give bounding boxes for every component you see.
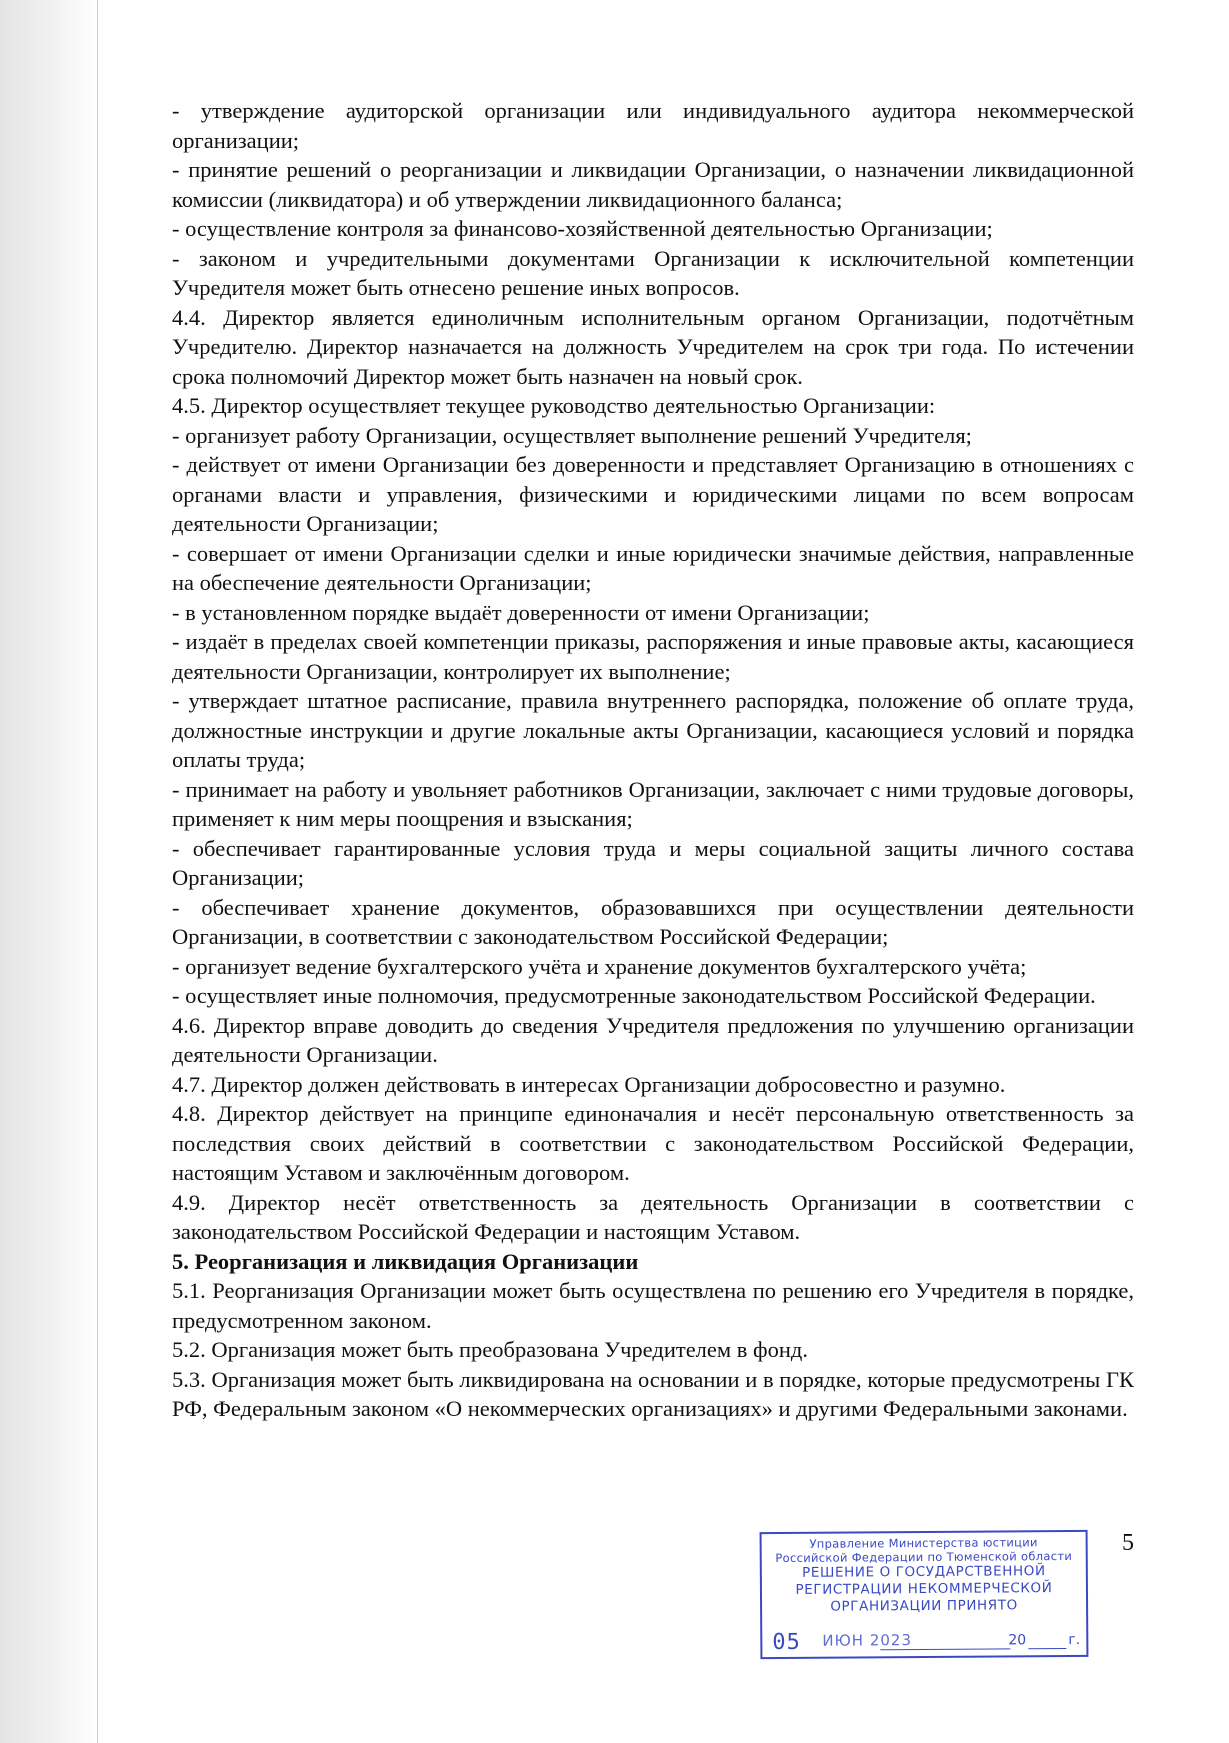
scan-shadow-edge — [0, 0, 100, 1743]
stamp-year-prefix: 20 — [1008, 1632, 1027, 1649]
paragraph: 4.9. Директор несёт ответственность за деятельность Организации в соответствии с законодательством Российской Федерации и настоящим Уставом. — [172, 1189, 1134, 1244]
paragraph: - осуществление контроля за финансово-хозяйственной деятельностью Организации; — [172, 216, 993, 241]
paragraph: - в установленном порядке выдаёт доверенности от имени Организации; — [172, 599, 870, 625]
stamp-line: Российской Федерации по Тюменской области — [775, 1548, 1073, 1566]
stamp-date-line — [770, 1628, 1081, 1656]
paragraph: - утверждает штатное расписание, правила внутреннего распорядка, положение об оплате труда, должностные инструкции и другие локальные акты Организации, касающиеся условий и порядка оплаты труда; — [172, 688, 1134, 772]
stamp-date-month-year: ИЮН 2023 — [822, 1631, 913, 1650]
document-page — [172, 96, 1134, 1424]
stamp-line: ОРГАНИЗАЦИИ ПРИНЯТО — [830, 1597, 1018, 1615]
paragraph: 4.6. Директор вправе доводить до сведения Учредителя предложения по улучшению организации деятельности Организации. — [172, 1012, 1134, 1067]
paragraph: - осуществляет иные полномочия, предусмотренные законодательством Российской Федерации. — [172, 983, 1096, 1008]
paragraph: - организует ведение бухгалтерского учёта и хранение документов бухгалтерского учёта; — [172, 953, 1027, 979]
registration-stamp — [760, 1530, 1089, 1659]
paragraph: 4.4. Директор является единоличным исполнительным органом Организации, подотчётным Учредителю. Директор назначается на должность Учредителем на срок три года. По истечении срока полномочий Директор может быть назначен на новый срок. — [172, 304, 1134, 389]
paragraph: 4.5. Директор осуществляет текущее руководство деятельностью Организации: — [172, 393, 936, 418]
paragraph: - принимает на работу и увольняет работников Организации, заключает с ними трудовые договоры, применяет к ним меры поощрения и взыскания; — [172, 776, 1134, 831]
paragraph: - организует работу Организации, осуществляет выполнение решений Учредителя; — [172, 422, 972, 448]
paragraph: - обеспечивает хранение документов, образовавшихся при осуществлении деятельности Организации, в соответствии с законодательством Российской Федерации; — [172, 894, 1134, 949]
paragraph: 5.3. Организация может быть ликвидирована на основании и в порядке, которые предусмотрены ГК РФ, Федеральным законом «О некоммерческих организациях» и другими Федеральными законами. — [172, 1366, 1134, 1421]
scan-fold-line — [97, 0, 98, 1743]
paragraph: - законом и учредительными документами Организации к исключительной компетенции Учредителя может быть отнесено решение иных вопросов. — [172, 245, 1134, 300]
stamp-line: РЕШЕНИЕ О ГОСУДАРСТВЕННОЙ — [802, 1563, 1046, 1581]
paragraph: - обеспечивает гарантированные условия труда и меры социальной защиты личного состава Организации; — [172, 835, 1134, 890]
section-heading: 5. Реорганизация и ликвидация Организации — [172, 1248, 639, 1274]
paragraph: - утверждение аудиторской организации или индивидуального аудитора некоммерческой организации; — [172, 98, 1134, 153]
stamp-date-underline — [880, 1648, 1010, 1650]
paragraph: 5.1. Реорганизация Организации может быть осуществлена по решению его Учредителя в порядке, предусмотренном законом. — [172, 1278, 1134, 1333]
page-number: 5 — [1122, 1530, 1134, 1556]
stamp-date-day: 05 — [772, 1629, 801, 1656]
stamp-line: Управление Министерства юстиции — [809, 1535, 1038, 1551]
stamp-year-underline — [1028, 1648, 1066, 1649]
paragraph: 5.2. Организация может быть преобразована Учредителем в фонд. — [172, 1337, 808, 1362]
paragraph: - действует от имени Организации без доверенности и представляет Организацию в отношениях с органами власти и управления, физическими и юридическими лицами по всем вопросам деятельности Организации; — [172, 452, 1134, 536]
stamp-line: РЕГИСТРАЦИИ НЕКОММЕРЧЕСКОЙ — [795, 1580, 1053, 1598]
paragraph: 4.8. Директор действует на принципе единоначалия и несёт персональную ответственность за последствия своих действий в соответствии с законодательством Российской Федерации, настоящим Уставом и заключённым договором. — [172, 1101, 1134, 1185]
paragraph: 4.7. Директор должен действовать в интересах Организации добросовестно и разумно. — [172, 1071, 1006, 1097]
stamp-year-unit: г. — [1068, 1631, 1081, 1648]
paragraph: - принятие решений о реорганизации и ликвидации Организации, о назначении ликвидационной комиссии (ликвидатора) и об утверждении ликвидационного баланса; — [172, 157, 1134, 212]
paragraph: - издаёт в пределах своей компетенции приказы, распоряжения и иные правовые акты, касающиеся деятельности Организации, контролирует их выполнение; — [172, 629, 1134, 684]
paragraph: - совершает от имени Организации сделки и иные юридически значимые действия, направленные на обеспечение деятельности Организации; — [172, 540, 1134, 595]
